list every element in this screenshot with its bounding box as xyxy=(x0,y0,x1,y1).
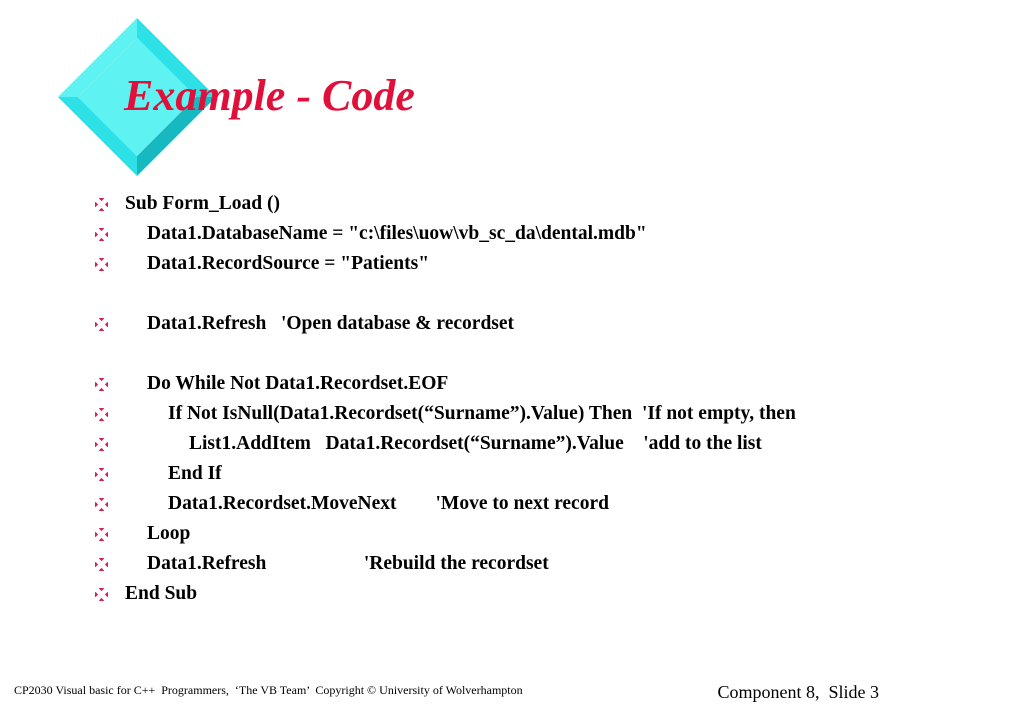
diamond-bullet-icon xyxy=(95,378,108,391)
code-line-text: End If xyxy=(168,463,222,484)
diamond-bullet-icon xyxy=(95,408,108,421)
diamond-bullet-icon xyxy=(95,228,108,241)
code-line xyxy=(0,579,1023,609)
diamond-bullet-icon xyxy=(95,318,108,331)
code-line-text: Data1.RecordSource = "Patients" xyxy=(147,253,430,274)
code-line xyxy=(0,429,1023,459)
diamond-bullet-icon xyxy=(95,558,108,571)
code-line xyxy=(0,309,1023,339)
code-line-text: Data1.DatabaseName = "c:\files\uow\vb_sc_da\dental.mdb" xyxy=(147,223,647,244)
code-line-text: List1.AddItem Data1.Recordset(“Surname”).Value 'add to the list xyxy=(189,433,762,454)
code-line xyxy=(0,519,1023,549)
code-line xyxy=(0,459,1023,489)
code-line-text: Loop xyxy=(147,523,191,544)
code-line xyxy=(0,189,1023,219)
code-line-text: Data1.Refresh 'Open database & recordset xyxy=(147,313,515,334)
diamond-bullet-icon xyxy=(95,498,108,511)
diamond-bullet-icon xyxy=(95,468,108,481)
footer-copyright: CP2030 Visual basic for C++ Programmers, ‘The VB Team’ Copyright © University of Wolverhampton xyxy=(14,683,523,697)
code-line xyxy=(0,489,1023,519)
diamond-bullet-icon xyxy=(95,258,108,271)
code-line-text: Data1.Refresh 'Rebuild the recordset xyxy=(147,553,549,574)
code-line xyxy=(0,219,1023,249)
code-line xyxy=(0,249,1023,279)
diamond-bullet-icon xyxy=(95,528,108,541)
code-line-text: If Not IsNull(Data1.Recordset(“Surname”).Value) Then 'If not empty, then xyxy=(168,403,796,424)
code-line-text: End Sub xyxy=(125,583,198,604)
diamond-bullet-icon xyxy=(95,438,108,451)
slide-title: Example - Code xyxy=(124,71,415,120)
code-line-text: Data1.Recordset.MoveNext 'Move to next record xyxy=(168,493,609,514)
code-line-text: Do While Not Data1.Recordset.EOF xyxy=(147,373,449,394)
code-line xyxy=(0,549,1023,579)
code-line xyxy=(0,369,1023,399)
code-line-text: Sub Form_Load () xyxy=(125,193,280,214)
diamond-bullet-icon xyxy=(95,588,108,601)
footer-slide-number: Component 8, Slide 3 xyxy=(717,682,879,702)
diamond-bullet-icon xyxy=(95,198,108,211)
code-line xyxy=(0,399,1023,429)
